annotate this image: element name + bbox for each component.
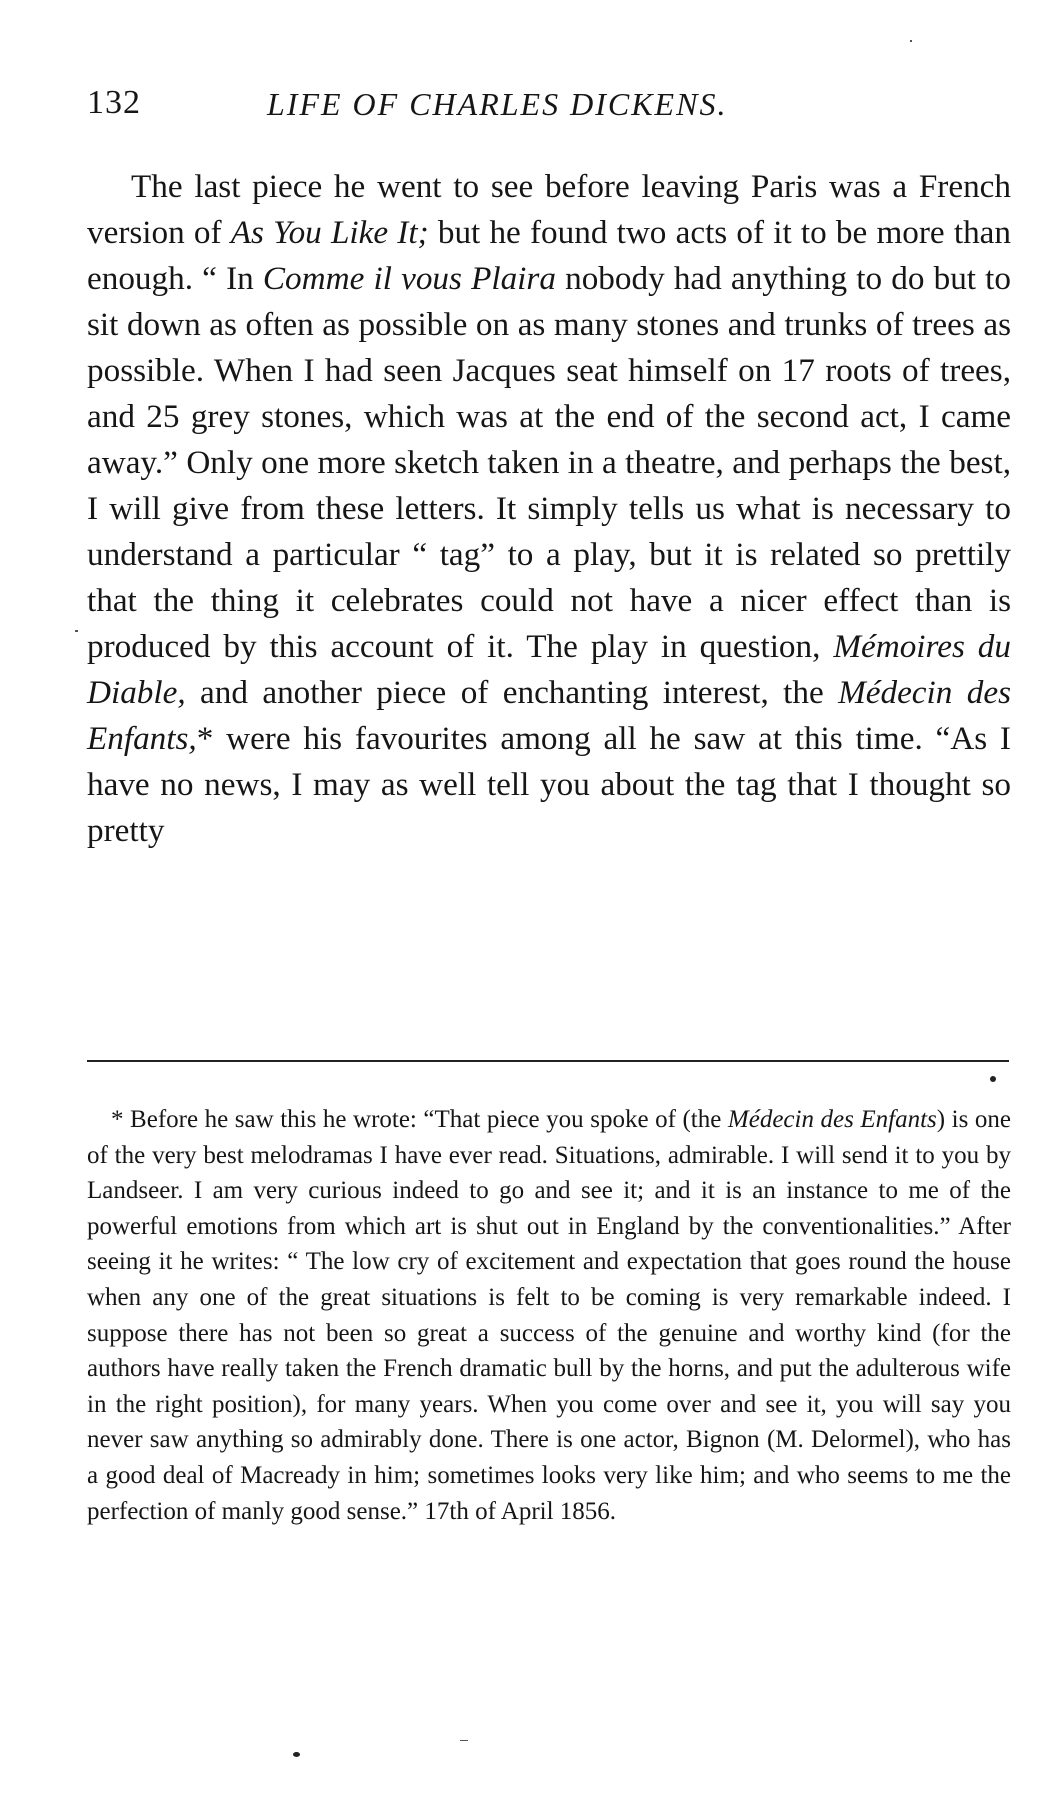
page-number: 132 [87, 84, 141, 121]
body-text-segment: but he found two acts of it to be more than enough. “ In [87, 214, 1011, 297]
footnote-play-title: Médecin des Enfants [727, 1106, 937, 1133]
play-title-comme-il-vous-plaira: Comme il vous Plaira [262, 260, 556, 297]
play-title-medecin-des-enfants: Médecin des Enfants, [87, 674, 1012, 757]
ink-speck [75, 630, 78, 632]
body-text-segment: nobody had anything to do but to sit down as often as possible on as many stones and trunks of trees as possible. When I had seen Jacques seat himself on 17 roots of trees, and 25 grey stones, which was at the end of the second act, I came away.” Only one more sketch taken in a theatre, and perhaps the best, I will give from these letters. It simply tells us what is necessary to understand a particular “ tag” to a play, but it is related so prettily that the thing it celebrates could not have a nicer effect than is produced by this account of it. The play in question, [87, 260, 1011, 665]
body-paragraph [87, 164, 1011, 854]
footnote-text-segment: ) is one of the very best melodramas I have ever read. Situations, admirable. I will send it to you by Landseer. I am very curious indeed to go and see it; and it is an instance to me of the powerful emotions from which art is shut out in England by the conventionalities.” After seeing it he writes: “ The low cry of excitement and expectation that goes round the house when any one of the great situations is felt to be coming is very remarkable indeed. I suppose there has not been so great a success of the genuine and worthy kind (for the authors have really taken the French dramatic bull by the horns, and put the adulterous wife in the right position), for many years. When you come over and see it, you will say you never saw anything so admirably done. There is one actor, Bignon (M. Delormel), who has a good deal of Macready in him; sometimes looks very like him; and who seems to me the perfection of manly good sense.” 17th of April 1856. [87, 1106, 1011, 1525]
main-text [87, 164, 1011, 854]
footnote-divider [87, 1060, 1009, 1062]
page-header [87, 84, 1009, 134]
body-text-segment: * were his favourites among all he saw at this time. “As I have no news, I may as well tell you about the tag that I thought so pretty [87, 720, 1011, 849]
play-title-memoires-du-diable: Mémoires du Diable, [87, 628, 1011, 711]
ink-speck [293, 1752, 300, 1757]
body-text-segment: The last piece he went to see before leaving Paris was a French version of [87, 168, 1011, 251]
footnote-paragraph [87, 1102, 1011, 1529]
ink-speck [990, 1076, 996, 1082]
ink-speck [460, 1740, 468, 1741]
footnote [87, 1102, 1011, 1529]
ink-speck [910, 40, 912, 42]
running-head: LIFE OF CHARLES DICKENS. [267, 86, 728, 122]
footnote-text-segment: * Before he saw this he wrote: “That piece you spoke of (the [111, 1106, 728, 1133]
body-text-segment: and another piece of enchanting interest, the [185, 674, 839, 711]
play-title-as-you-like-it: As You Like It; [230, 214, 429, 251]
